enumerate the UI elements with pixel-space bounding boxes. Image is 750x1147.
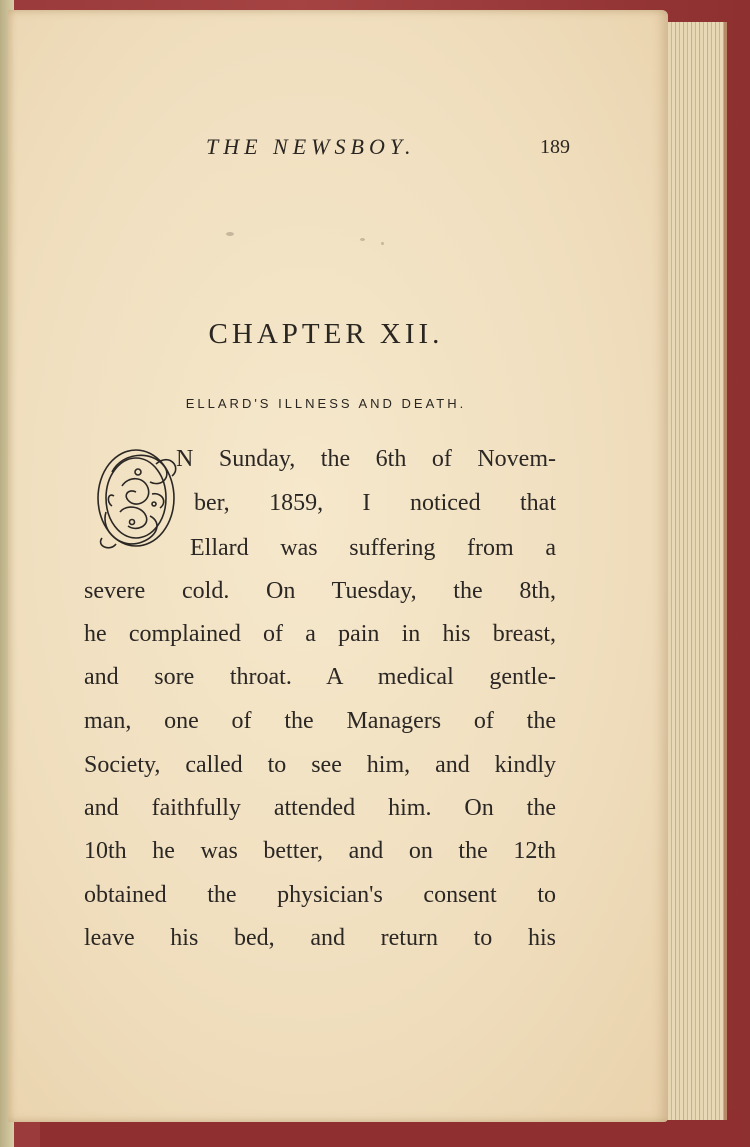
text-line: obtained the physician's consent to <box>84 882 556 908</box>
text-line: severe cold. On Tuesday, the 8th, <box>84 578 556 604</box>
ink-smudge <box>381 242 384 245</box>
chapter-subtitle: ELLARD'S ILLNESS AND DEATH. <box>185 396 467 411</box>
text-line: Ellard was suffering from a <box>190 535 556 561</box>
ink-smudge <box>226 232 234 236</box>
text-line: and sore throat. A medical gentle- <box>84 664 556 690</box>
running-title: THE NEWSBOY. <box>206 134 416 159</box>
text-line: he complained of a pain in his breast, <box>84 621 556 647</box>
text-line: man, one of the Managers of the <box>84 708 556 734</box>
chapter-heading: CHAPTER XII. <box>208 318 444 350</box>
text-line: N Sunday, the 6th of Novem- <box>176 446 556 472</box>
text-line: and faithfully attended him. On the <box>84 795 556 821</box>
text-line: ber, 1859, I noticed that <box>194 490 556 516</box>
ornamental-dropcap-icon <box>92 442 184 552</box>
page-number: 189 <box>540 136 570 158</box>
page-header <box>206 134 570 164</box>
text-line: Society, called to see him, and kindly <box>84 752 556 778</box>
book-page <box>8 10 668 1122</box>
text-line: leave his bed, and return to his <box>84 925 556 951</box>
text-line: 10th he was better, and on the 12th <box>84 838 556 864</box>
ink-smudge <box>360 238 365 241</box>
